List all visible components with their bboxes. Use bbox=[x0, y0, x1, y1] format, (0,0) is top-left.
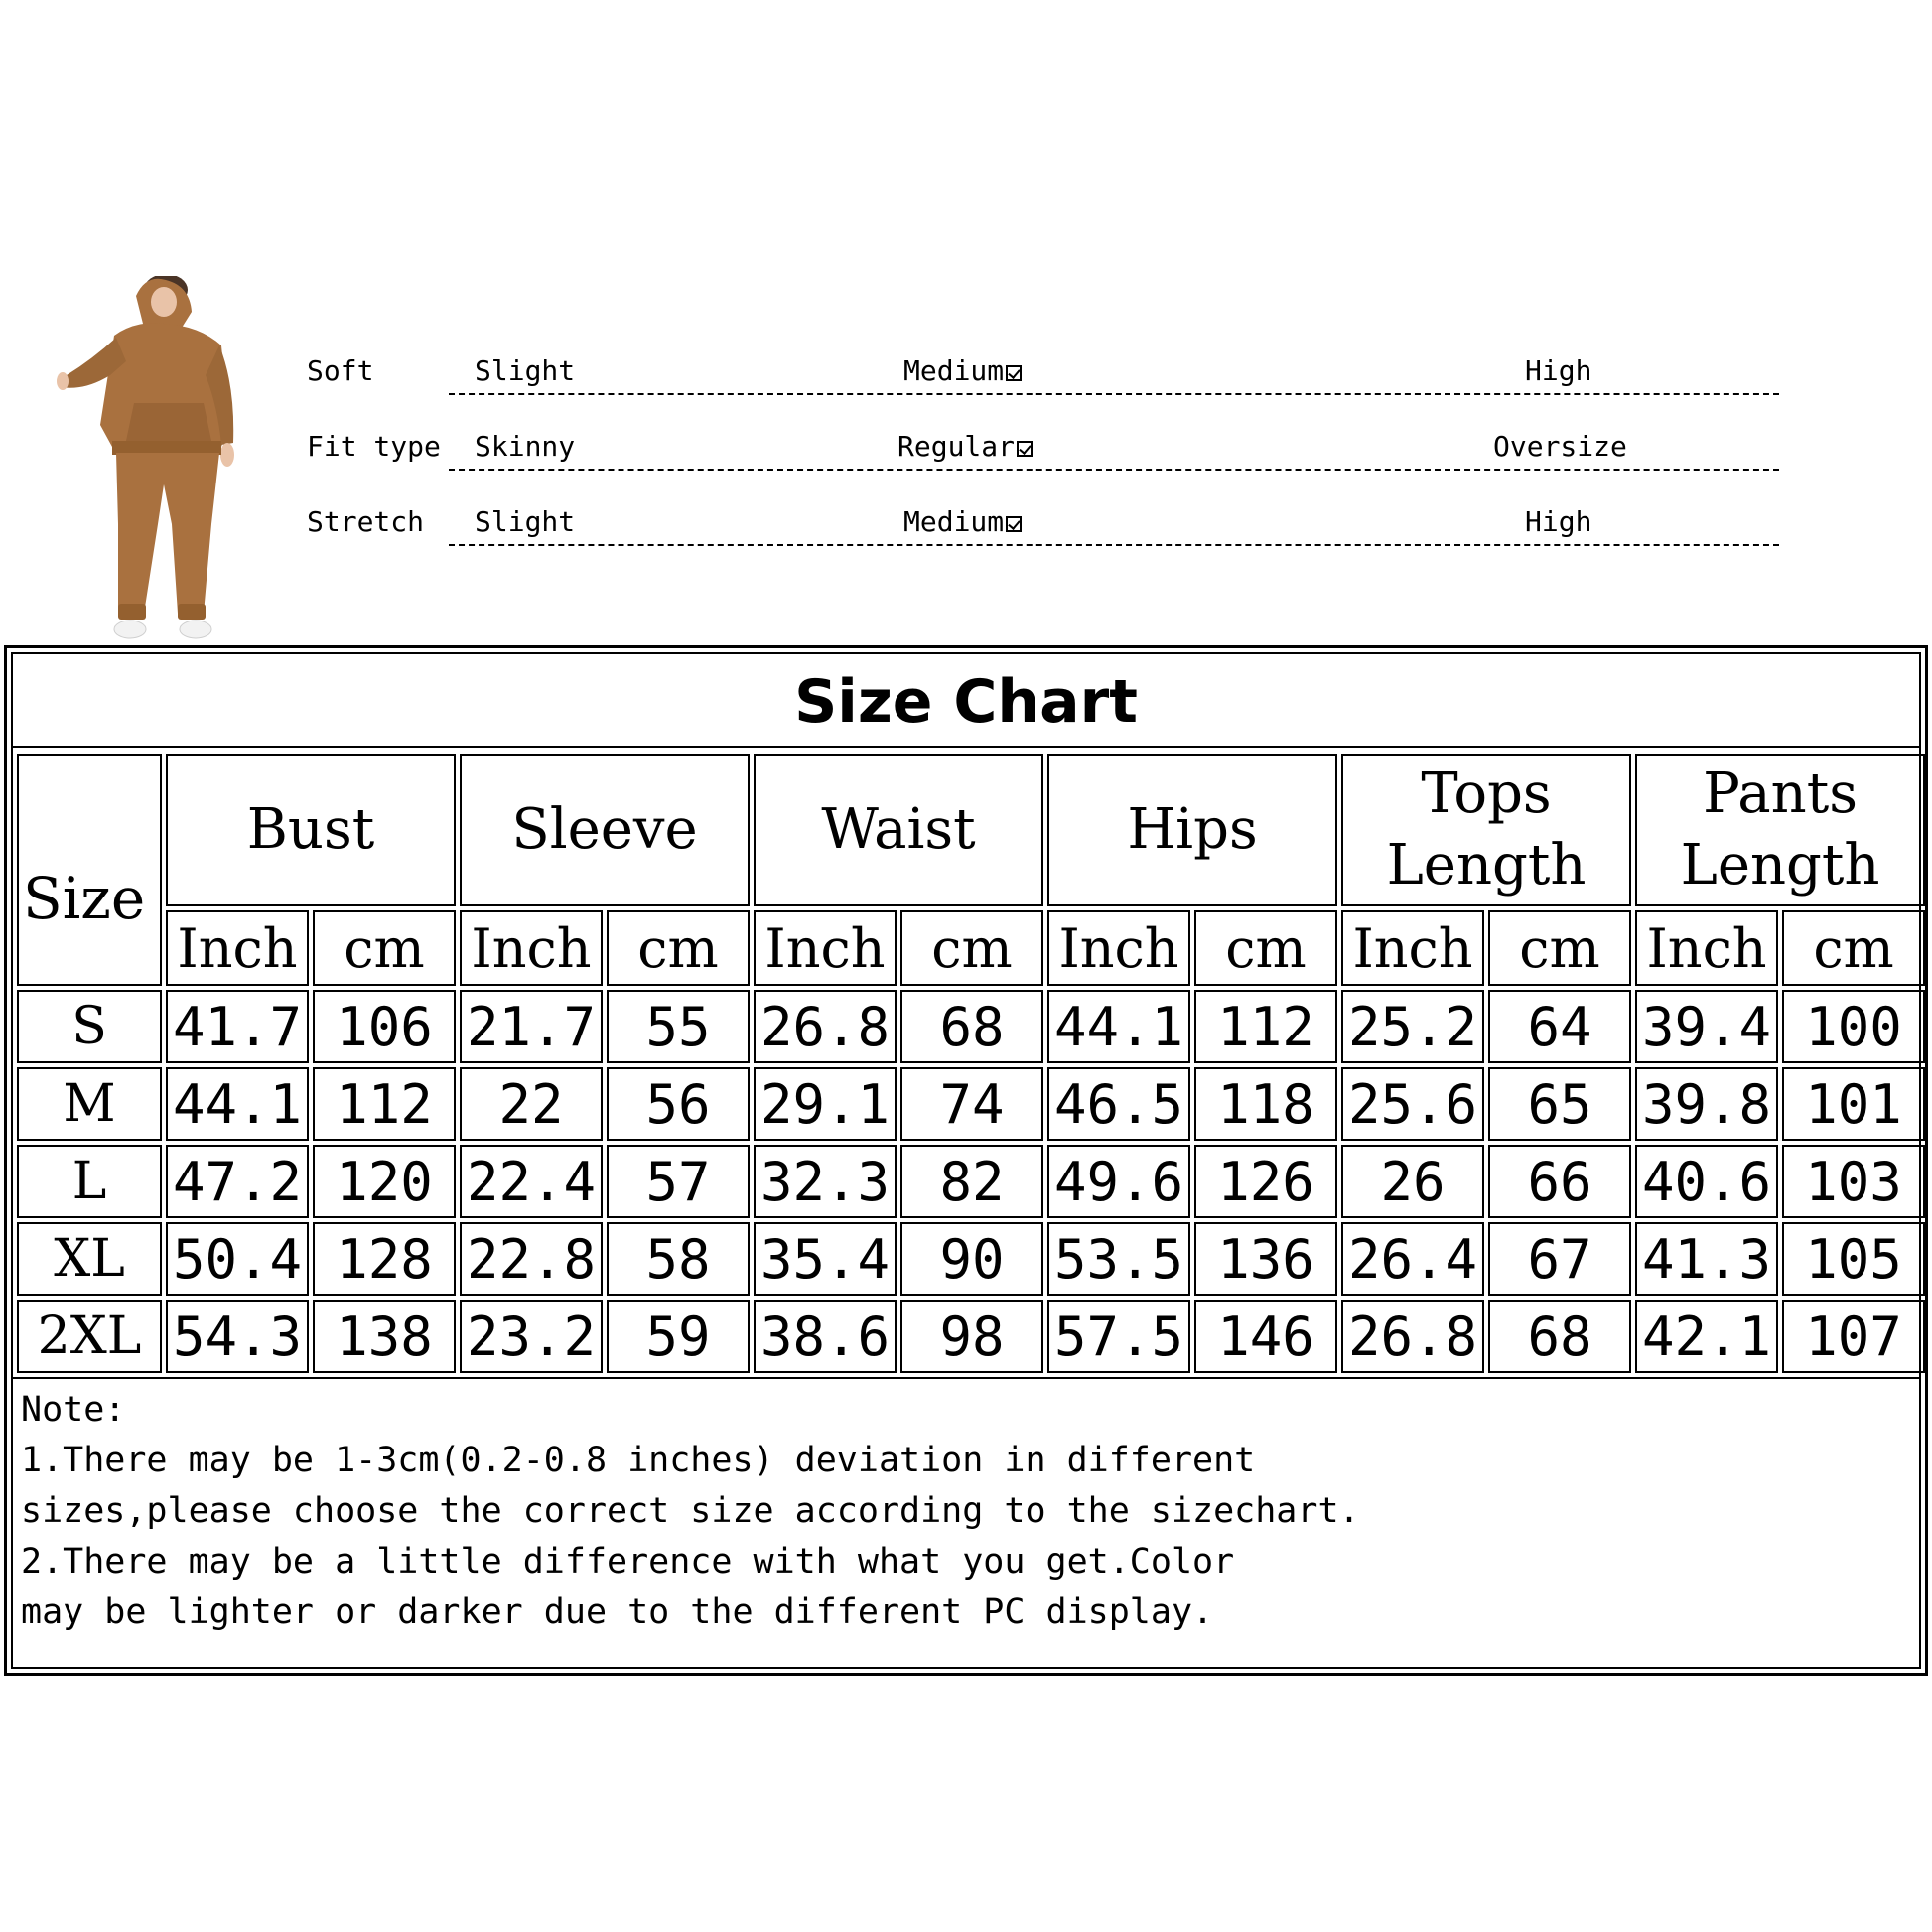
table-cell: 26 bbox=[1341, 1145, 1484, 1218]
unit-inch: Inch bbox=[1635, 910, 1778, 986]
group-header-sleeve: Sleeve bbox=[460, 754, 750, 906]
table-cell: 57.5 bbox=[1047, 1300, 1190, 1373]
unit-inch: Inch bbox=[460, 910, 603, 986]
table-cell: 120 bbox=[313, 1145, 456, 1218]
unit-cm: cm bbox=[607, 910, 750, 986]
table-cell: 32.3 bbox=[754, 1145, 897, 1218]
table-cell: 29.1 bbox=[754, 1067, 897, 1141]
table-cell: 26.4 bbox=[1341, 1222, 1484, 1296]
table-cell: 128 bbox=[313, 1222, 456, 1296]
attr-option: Slight bbox=[475, 505, 576, 538]
table-cell: 138 bbox=[313, 1300, 456, 1373]
size-label: M bbox=[17, 1067, 162, 1141]
table-cell: 49.6 bbox=[1047, 1145, 1190, 1218]
unit-header-row bbox=[17, 910, 1925, 986]
attr-option: Oversize bbox=[1493, 430, 1627, 463]
attr-row-fit-type bbox=[0, 429, 1932, 469]
table-cell: 101 bbox=[1782, 1067, 1925, 1141]
attr-option-checked: Medium bbox=[903, 504, 1022, 540]
group-header-pants-length: Pants Length bbox=[1635, 754, 1925, 906]
table-row bbox=[17, 1300, 1925, 1373]
attr-label: Fit type bbox=[307, 430, 441, 463]
table-cell: 106 bbox=[313, 990, 456, 1063]
table-cell: 39.8 bbox=[1635, 1067, 1778, 1141]
table-cell: 41.3 bbox=[1635, 1222, 1778, 1296]
attr-row-stretch bbox=[0, 504, 1932, 544]
table-cell: 56 bbox=[607, 1067, 750, 1141]
table-row bbox=[17, 1067, 1925, 1141]
attr-option: Slight bbox=[475, 354, 576, 387]
note-line: 1.There may be 1-3cm(0.2-0.8 inches) deviation in different bbox=[21, 1441, 1256, 1480]
table-cell: 50.4 bbox=[166, 1222, 309, 1296]
size-chart-frame bbox=[11, 652, 1921, 1669]
attr-label: Soft bbox=[307, 354, 374, 387]
table-cell: 112 bbox=[313, 1067, 456, 1141]
table-cell: 21.7 bbox=[460, 990, 603, 1063]
dashed-divider bbox=[449, 393, 1779, 395]
unit-cm: cm bbox=[313, 910, 456, 986]
table-cell: 90 bbox=[900, 1222, 1043, 1296]
table-cell: 39.4 bbox=[1635, 990, 1778, 1063]
checkbox-checked-icon bbox=[1006, 516, 1022, 532]
note-line: 2.There may be a little difference with what you get.Color bbox=[21, 1542, 1235, 1582]
unit-cm: cm bbox=[900, 910, 1043, 986]
table-cell: 100 bbox=[1782, 990, 1925, 1063]
checkbox-checked-icon bbox=[1017, 441, 1033, 457]
group-header-bust: Bust bbox=[166, 754, 456, 906]
table-cell: 107 bbox=[1782, 1300, 1925, 1373]
unit-cm: cm bbox=[1782, 910, 1925, 986]
table-cell: 82 bbox=[900, 1145, 1043, 1218]
table-cell: 40.6 bbox=[1635, 1145, 1778, 1218]
table-cell: 112 bbox=[1194, 990, 1337, 1063]
table-cell: 64 bbox=[1488, 990, 1631, 1063]
size-header: Size bbox=[17, 754, 162, 986]
table-cell: 118 bbox=[1194, 1067, 1337, 1141]
attr-option: High bbox=[1525, 505, 1592, 538]
table-cell: 57 bbox=[607, 1145, 750, 1218]
table-cell: 22.4 bbox=[460, 1145, 603, 1218]
group-header-tops-length: Tops Length bbox=[1341, 754, 1631, 906]
table-cell: 103 bbox=[1782, 1145, 1925, 1218]
attr-option-checked: Medium bbox=[903, 353, 1022, 389]
size-table bbox=[13, 750, 1929, 1377]
note-line: sizes,please choose the correct size according to the sizechart. bbox=[21, 1491, 1360, 1531]
size-label: L bbox=[17, 1145, 162, 1218]
table-cell: 44.1 bbox=[1047, 990, 1190, 1063]
table-cell: 68 bbox=[1488, 1300, 1631, 1373]
table-cell: 66 bbox=[1488, 1145, 1631, 1218]
chart-title: Size Chart bbox=[13, 654, 1919, 748]
note-heading: Note: bbox=[21, 1390, 126, 1430]
table-cell: 65 bbox=[1488, 1067, 1631, 1141]
unit-inch: Inch bbox=[166, 910, 309, 986]
table-cell: 46.5 bbox=[1047, 1067, 1190, 1141]
table-cell: 23.2 bbox=[460, 1300, 603, 1373]
dashed-divider bbox=[449, 544, 1779, 546]
table-cell: 25.2 bbox=[1341, 990, 1484, 1063]
group-header-row bbox=[17, 754, 1925, 906]
table-cell: 53.5 bbox=[1047, 1222, 1190, 1296]
attr-option-checked: Regular bbox=[897, 429, 1033, 465]
attr-option: Skinny bbox=[475, 430, 576, 463]
table-cell: 58 bbox=[607, 1222, 750, 1296]
table-row bbox=[17, 1222, 1925, 1296]
table-row bbox=[17, 1145, 1925, 1218]
unit-inch: Inch bbox=[754, 910, 897, 986]
table-cell: 74 bbox=[900, 1067, 1043, 1141]
table-cell: 136 bbox=[1194, 1222, 1337, 1296]
table-cell: 55 bbox=[607, 990, 750, 1063]
table-cell: 68 bbox=[900, 990, 1043, 1063]
size-label: XL bbox=[17, 1222, 162, 1296]
note-block bbox=[13, 1377, 1919, 1667]
group-header-waist: Waist bbox=[754, 754, 1043, 906]
checkbox-checked-icon bbox=[1006, 365, 1022, 381]
size-label: S bbox=[17, 990, 162, 1063]
attr-label: Stretch bbox=[307, 505, 425, 538]
unit-cm: cm bbox=[1488, 910, 1631, 986]
table-cell: 54.3 bbox=[166, 1300, 309, 1373]
table-cell: 26.8 bbox=[1341, 1300, 1484, 1373]
table-cell: 38.6 bbox=[754, 1300, 897, 1373]
size-label: 2XL bbox=[17, 1300, 162, 1373]
size-rows bbox=[17, 990, 1925, 1373]
table-cell: 41.7 bbox=[166, 990, 309, 1063]
table-cell: 146 bbox=[1194, 1300, 1337, 1373]
table-cell: 98 bbox=[900, 1300, 1043, 1373]
table-cell: 67 bbox=[1488, 1222, 1631, 1296]
note-line: may be lighter or darker due to the different PC display. bbox=[21, 1592, 1214, 1632]
attr-option: High bbox=[1525, 354, 1592, 387]
table-cell: 25.6 bbox=[1341, 1067, 1484, 1141]
table-cell: 22 bbox=[460, 1067, 603, 1141]
unit-inch: Inch bbox=[1047, 910, 1190, 986]
dashed-divider bbox=[449, 469, 1779, 471]
table-cell: 26.8 bbox=[754, 990, 897, 1063]
table-cell: 47.2 bbox=[166, 1145, 309, 1218]
table-cell: 59 bbox=[607, 1300, 750, 1373]
size-chart bbox=[4, 645, 1928, 1676]
table-row bbox=[17, 990, 1925, 1063]
group-header-hips: Hips bbox=[1047, 754, 1337, 906]
table-cell: 126 bbox=[1194, 1145, 1337, 1218]
table-cell: 35.4 bbox=[754, 1222, 897, 1296]
table-cell: 42.1 bbox=[1635, 1300, 1778, 1373]
table-cell: 105 bbox=[1782, 1222, 1925, 1296]
unit-cm: cm bbox=[1194, 910, 1337, 986]
table-cell: 44.1 bbox=[166, 1067, 309, 1141]
unit-inch: Inch bbox=[1341, 910, 1484, 986]
attr-row-soft bbox=[0, 353, 1932, 393]
table-cell: 22.8 bbox=[460, 1222, 603, 1296]
